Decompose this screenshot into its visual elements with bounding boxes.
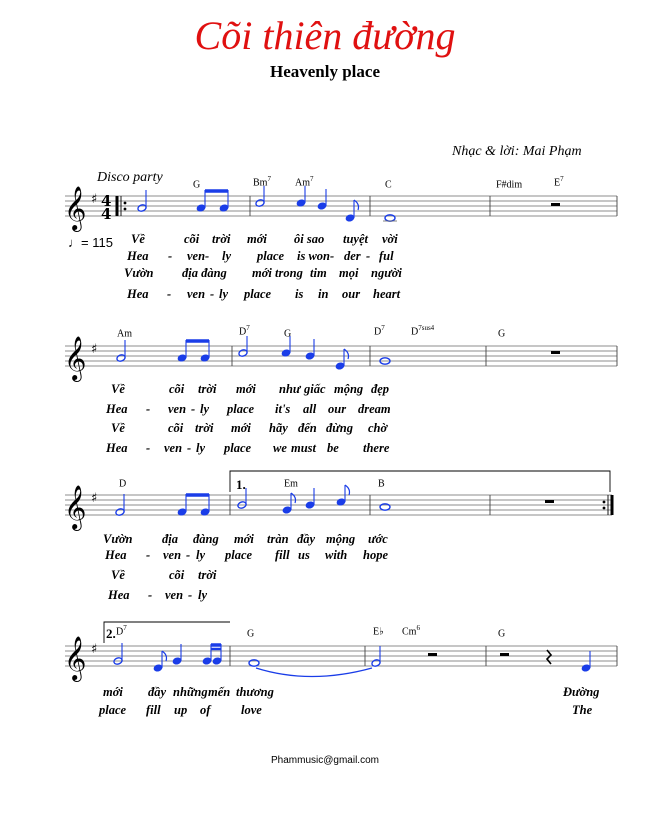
composer-credit: Nhạc & lời: Mai Phạm	[452, 144, 582, 159]
chord-symbol: G	[498, 628, 506, 640]
chord-symbol: G	[247, 628, 255, 640]
chord-symbol: B	[378, 478, 385, 490]
lyric-syllable: đẹp	[371, 382, 390, 396]
chord-symbol: $D^7$	[374, 324, 385, 338]
lyric-syllable: -	[186, 548, 191, 562]
lyric-syllable: ly	[200, 402, 210, 416]
lyric-syllable: ly	[196, 548, 206, 562]
key-sharp-icon: ♯	[91, 192, 98, 207]
lyric-syllable: -	[146, 441, 151, 455]
lyric-syllable: der	[344, 249, 361, 263]
lyric-syllable: our	[342, 287, 361, 301]
chord-symbol: C	[385, 179, 392, 191]
lyric-syllable: Đường	[563, 685, 600, 699]
chord-symbol: $E^7$	[554, 175, 564, 189]
lyric-syllable: -	[168, 249, 173, 263]
time-sig-top: 4	[101, 192, 112, 210]
lyric-syllable: đừng	[326, 421, 353, 435]
lyric-syllable: place	[99, 703, 127, 717]
lyric-syllable: mộng	[326, 532, 356, 546]
lyric-syllable: những	[173, 685, 208, 699]
lyric-syllable: giấc	[304, 382, 326, 396]
lyric-syllable: cõi	[169, 382, 185, 396]
lyric-syllable: us	[298, 548, 310, 562]
lyric-syllable: it's	[275, 402, 291, 416]
lyric-syllable: in	[318, 287, 329, 301]
lyric-syllable: ly	[219, 287, 229, 301]
lyric-syllable: -	[187, 441, 192, 455]
lyric-syllable: love	[241, 703, 262, 717]
lyric-syllable: tràn	[267, 532, 289, 546]
chord-symbol: D	[119, 478, 127, 490]
lyric-syllable: there	[363, 441, 390, 455]
lyric-syllable: -	[148, 588, 153, 602]
lyric-syllable: fill	[275, 548, 290, 562]
lyric-syllable: vời	[382, 232, 398, 246]
lyric-syllable: ven	[164, 441, 183, 455]
lyric-syllable: ước	[368, 532, 388, 546]
lyric-syllable: Về	[111, 382, 125, 396]
treble-clef-icon: 𝄞	[64, 336, 87, 380]
lyric-syllable: we	[273, 441, 287, 455]
chord-symbol: $D^7$	[239, 324, 250, 338]
lyric-syllable: ôi sao	[294, 232, 325, 246]
lyric-syllable: dream	[358, 402, 391, 416]
chord-symbol: G	[284, 328, 292, 340]
contact-email: Phammusic@gmail.com	[271, 755, 379, 766]
key-sharp-icon: ♯	[91, 491, 98, 506]
lyric-syllable: mới	[234, 532, 254, 546]
staff-system-4	[64, 622, 617, 682]
lyric-syllable: hãy	[269, 421, 288, 435]
lyric-syllable: Hea	[106, 441, 128, 455]
lyric-syllable: đầy	[148, 685, 167, 699]
lyric-syllable: Về	[111, 568, 125, 582]
lyric-syllable: place	[244, 287, 272, 301]
time-sig-bottom: 4	[101, 205, 112, 223]
chord-symbol: Am	[117, 328, 132, 340]
lyric-syllable: heart	[373, 287, 401, 301]
lyric-syllable: trời	[198, 382, 217, 396]
chord-symbol: F#dim	[496, 179, 523, 191]
lyric-syllable: -	[210, 287, 215, 301]
lyric-syllable: người	[371, 266, 402, 280]
lyric-syllable: địa đàng	[182, 266, 227, 280]
chord-symbol: Cm$^6$	[402, 624, 420, 638]
chord-symbol: $D^{7sus4}$	[411, 324, 435, 338]
lyric-syllable: mới	[247, 232, 267, 246]
song-subtitle: Heavenly place	[269, 62, 380, 81]
key-sharp-icon: ♯	[91, 342, 98, 357]
lyric-syllable: Về	[131, 232, 145, 246]
lyric-syllable: Vườn	[103, 532, 133, 546]
lyric-syllable: Vườn	[124, 266, 154, 280]
lyric-syllable: ven	[165, 588, 184, 602]
lyric-syllable: mới	[103, 685, 123, 699]
lyric-syllable: ven	[187, 287, 206, 301]
style-marking: Disco party	[97, 170, 163, 185]
lyric-syllable: mới	[231, 421, 251, 435]
lyric-syllable: place	[225, 548, 253, 562]
lyric-syllable: Hea	[105, 548, 127, 562]
lyric-syllable: must	[291, 441, 317, 455]
lyric-syllable: -	[146, 548, 151, 562]
lyric-syllable: mọi	[339, 266, 359, 280]
chord-symbol: Em	[284, 478, 298, 490]
lyric-syllable: place	[224, 441, 252, 455]
lyric-syllable: Hea	[127, 287, 149, 301]
lyric-syllable: mộng	[334, 382, 364, 396]
lyric-syllable: Về	[111, 421, 125, 435]
lyric-syllable: mới trong	[252, 266, 303, 280]
chord-symbol: Bm$^7$	[253, 175, 271, 189]
lyric-syllable: with	[325, 548, 348, 562]
lyric-syllable: hope	[363, 548, 388, 562]
chord-symbol: $D^7$	[116, 624, 127, 638]
lyric-syllable: Hea	[108, 588, 130, 602]
lyric-syllable: fill	[146, 703, 161, 717]
lyric-syllable: place	[227, 402, 255, 416]
second-ending-label: 2.	[106, 626, 116, 641]
lyric-syllable: is	[295, 287, 304, 301]
lyric-syllable: trời	[198, 568, 217, 582]
lyric-syllable: ven	[163, 548, 182, 562]
lyric-syllable: chờ	[368, 421, 388, 435]
lyric-syllable: ly	[196, 441, 206, 455]
lyric-syllable: đến	[298, 421, 317, 435]
lyric-syllable: đầy	[297, 532, 316, 546]
lyric-syllable: mới	[236, 382, 256, 396]
song-title: Cõi thiên đường	[194, 13, 456, 58]
lyric-syllable: trời	[195, 421, 214, 435]
first-ending-label: 1.	[236, 477, 246, 492]
lyric-syllable: -	[188, 588, 193, 602]
key-sharp-icon: ♯	[91, 642, 98, 657]
lyric-syllable: tuyệt	[343, 232, 368, 246]
lyric-syllable: ven-	[187, 249, 210, 263]
lyric-syllable: -	[366, 249, 371, 263]
chord-symbol: Am$^7$	[295, 175, 314, 189]
treble-clef-icon: 𝄞	[64, 636, 87, 680]
lyric-syllable: tim	[310, 266, 327, 280]
tempo-marking: ♩= 115	[68, 235, 113, 250]
treble-clef-icon: 𝄞	[64, 485, 87, 529]
lyric-syllable: cõi	[184, 232, 200, 246]
lyric-syllable: Hea	[106, 402, 128, 416]
lyric-syllable: ly	[198, 588, 208, 602]
lyric-syllable: -	[191, 402, 196, 416]
lyric-syllable: all	[303, 402, 317, 416]
chord-symbol: E♭	[373, 626, 384, 638]
lyric-syllable: up	[174, 703, 188, 717]
treble-clef-icon: 𝄞	[64, 186, 87, 230]
lyric-syllable: đàng	[193, 532, 219, 546]
staff-system-3	[64, 471, 612, 531]
lyric-syllable: địa	[162, 532, 178, 546]
staff-system-2	[64, 336, 617, 382]
lyric-syllable: thương	[236, 685, 274, 699]
chord-symbol: G	[498, 328, 506, 340]
lyric-syllable: như	[279, 382, 301, 396]
lyric-syllable: The	[572, 703, 593, 717]
chord-symbol: G	[193, 179, 201, 191]
lyric-syllable: of	[200, 703, 211, 717]
lyric-syllable: cõi	[168, 421, 184, 435]
lyric-syllable: place	[257, 249, 285, 263]
lyric-syllable: is won-	[297, 249, 335, 263]
lyric-syllable: -	[167, 287, 172, 301]
lyric-syllable: cõi	[169, 568, 185, 582]
lyric-syllable: ful	[379, 249, 394, 263]
lyric-syllable: -	[146, 402, 151, 416]
lyric-syllable: mến	[208, 685, 231, 699]
lyric-syllable: ven	[168, 402, 187, 416]
lyric-syllable: our	[328, 402, 347, 416]
lyric-syllable: trời	[212, 232, 231, 246]
lyric-syllable: be	[327, 441, 339, 455]
lyric-syllable: ly	[222, 249, 232, 263]
lyric-syllable: Hea	[127, 249, 149, 263]
staff-system-1	[64, 186, 617, 232]
